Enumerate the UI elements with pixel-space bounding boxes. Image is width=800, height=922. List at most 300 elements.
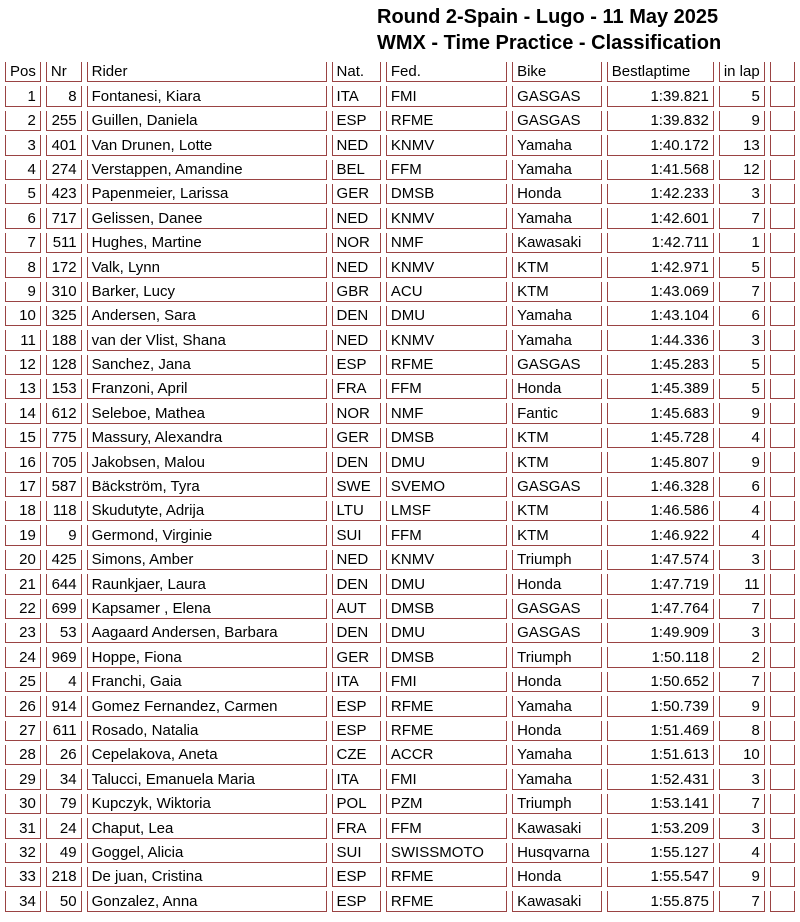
bestlaptime-cell: 1:42.971 bbox=[607, 257, 714, 277]
nr-cell: 53 bbox=[46, 623, 82, 643]
nr-cell: 699 bbox=[46, 599, 82, 619]
inlap-cell: 3 bbox=[719, 769, 765, 789]
pos-cell: 18 bbox=[5, 501, 41, 521]
pos-cell: 2 bbox=[5, 111, 41, 131]
nat-cell: LTU bbox=[332, 501, 381, 521]
table-row bbox=[5, 452, 795, 472]
rider-cell: Jakobsen, Malou bbox=[87, 452, 327, 472]
cutoff-cell bbox=[770, 452, 795, 472]
cutoff-cell bbox=[770, 86, 795, 106]
nat-cell: DEN bbox=[332, 574, 381, 594]
header-bike: Bike bbox=[512, 62, 602, 82]
bestlaptime-cell: 1:45.283 bbox=[607, 355, 714, 375]
pos-cell: 32 bbox=[5, 843, 41, 863]
rider-cell: Franchi, Gaia bbox=[87, 672, 327, 692]
inlap-cell: 7 bbox=[719, 794, 765, 814]
cutoff-cell bbox=[770, 306, 795, 326]
bestlaptime-cell: 1:44.336 bbox=[607, 330, 714, 350]
table-row bbox=[5, 330, 795, 350]
table-row bbox=[5, 355, 795, 375]
pos-cell: 22 bbox=[5, 599, 41, 619]
rider-cell: Simons, Amber bbox=[87, 550, 327, 570]
table-row bbox=[5, 647, 795, 667]
pos-cell: 30 bbox=[5, 794, 41, 814]
nr-cell: 153 bbox=[46, 379, 82, 399]
bike-cell: Yamaha bbox=[512, 330, 602, 350]
fed-cell: FMI bbox=[386, 769, 507, 789]
nat-cell: ESP bbox=[332, 721, 381, 741]
cutoff-cell bbox=[770, 208, 795, 228]
bestlaptime-cell: 1:53.141 bbox=[607, 794, 714, 814]
inlap-cell: 9 bbox=[719, 111, 765, 131]
table-row bbox=[5, 208, 795, 228]
nat-cell: BEL bbox=[332, 160, 381, 180]
nr-cell: 4 bbox=[46, 672, 82, 692]
title-line-2: WMX - Time Practice - Classification bbox=[377, 32, 722, 54]
fed-cell: KNMV bbox=[386, 135, 507, 155]
inlap-cell: 3 bbox=[719, 818, 765, 838]
pos-cell: 27 bbox=[5, 721, 41, 741]
bestlaptime-cell: 1:50.739 bbox=[607, 696, 714, 716]
nr-cell: 49 bbox=[46, 843, 82, 863]
fed-cell: ACU bbox=[386, 282, 507, 302]
fed-cell: ACCR bbox=[386, 745, 507, 765]
bike-cell: Yamaha bbox=[512, 306, 602, 326]
fed-cell: RFME bbox=[386, 355, 507, 375]
pos-cell: 28 bbox=[5, 745, 41, 765]
cutoff-cell bbox=[770, 403, 795, 423]
table-row bbox=[5, 306, 795, 326]
results-body bbox=[5, 86, 795, 911]
rider-cell: Chaput, Lea bbox=[87, 818, 327, 838]
nr-cell: 717 bbox=[46, 208, 82, 228]
nr-cell: 26 bbox=[46, 745, 82, 765]
cutoff-cell bbox=[770, 184, 795, 204]
bestlaptime-cell: 1:55.547 bbox=[607, 867, 714, 887]
header-fed: Fed. bbox=[386, 62, 507, 82]
bestlaptime-cell: 1:46.328 bbox=[607, 477, 714, 497]
pos-cell: 3 bbox=[5, 135, 41, 155]
inlap-cell: 6 bbox=[719, 306, 765, 326]
bike-cell: KTM bbox=[512, 452, 602, 472]
table-row bbox=[5, 160, 795, 180]
nat-cell: SUI bbox=[332, 843, 381, 863]
nr-cell: 644 bbox=[46, 574, 82, 594]
pos-cell: 34 bbox=[5, 891, 41, 911]
nr-cell: 423 bbox=[46, 184, 82, 204]
rider-cell: Guillen, Daniela bbox=[87, 111, 327, 131]
nat-cell: DEN bbox=[332, 623, 381, 643]
nat-cell: NED bbox=[332, 135, 381, 155]
rider-cell: Seleboe, Mathea bbox=[87, 403, 327, 423]
fed-cell: DMSB bbox=[386, 428, 507, 448]
cutoff-cell bbox=[770, 721, 795, 741]
bike-cell: Triumph bbox=[512, 647, 602, 667]
cutoff-cell bbox=[770, 379, 795, 399]
nr-cell: 612 bbox=[46, 403, 82, 423]
nat-cell: GBR bbox=[332, 282, 381, 302]
cutoff-cell bbox=[770, 477, 795, 497]
nat-cell: POL bbox=[332, 794, 381, 814]
bestlaptime-cell: 1:45.389 bbox=[607, 379, 714, 399]
nr-cell: 705 bbox=[46, 452, 82, 472]
inlap-cell: 9 bbox=[719, 867, 765, 887]
table-row bbox=[5, 257, 795, 277]
pos-cell: 17 bbox=[5, 477, 41, 497]
inlap-cell: 7 bbox=[719, 672, 765, 692]
bike-cell: GASGAS bbox=[512, 623, 602, 643]
inlap-cell: 7 bbox=[719, 891, 765, 911]
fed-cell: FFM bbox=[386, 160, 507, 180]
table-row bbox=[5, 794, 795, 814]
inlap-cell: 3 bbox=[719, 330, 765, 350]
rider-cell: Verstappen, Amandine bbox=[87, 160, 327, 180]
pos-cell: 15 bbox=[5, 428, 41, 448]
rider-cell: Kupczyk, Wiktoria bbox=[87, 794, 327, 814]
rider-cell: Van Drunen, Lotte bbox=[87, 135, 327, 155]
bestlaptime-cell: 1:53.209 bbox=[607, 818, 714, 838]
nat-cell: NOR bbox=[332, 403, 381, 423]
rider-cell: Valk, Lynn bbox=[87, 257, 327, 277]
table-row bbox=[5, 501, 795, 521]
classification-table bbox=[0, 58, 800, 916]
nat-cell: ESP bbox=[332, 867, 381, 887]
rider-cell: Franzoni, April bbox=[87, 379, 327, 399]
table-row bbox=[5, 111, 795, 131]
fed-cell: RFME bbox=[386, 867, 507, 887]
fed-cell: DMSB bbox=[386, 599, 507, 619]
inlap-cell: 3 bbox=[719, 184, 765, 204]
bike-cell: GASGAS bbox=[512, 86, 602, 106]
rider-cell: De juan, Cristina bbox=[87, 867, 327, 887]
fed-cell: NMF bbox=[386, 403, 507, 423]
fed-cell: FFM bbox=[386, 379, 507, 399]
table-row bbox=[5, 525, 795, 545]
table-row bbox=[5, 574, 795, 594]
rider-cell: Gelissen, Danee bbox=[87, 208, 327, 228]
nr-cell: 118 bbox=[46, 501, 82, 521]
cutoff-cell bbox=[770, 891, 795, 911]
nr-cell: 611 bbox=[46, 721, 82, 741]
fed-cell: FFM bbox=[386, 818, 507, 838]
nr-cell: 34 bbox=[46, 769, 82, 789]
table-row bbox=[5, 86, 795, 106]
pos-cell: 31 bbox=[5, 818, 41, 838]
pos-cell: 8 bbox=[5, 257, 41, 277]
fed-cell: SVEMO bbox=[386, 477, 507, 497]
rider-cell: Gonzalez, Anna bbox=[87, 891, 327, 911]
table-row bbox=[5, 282, 795, 302]
bike-cell: Kawasaki bbox=[512, 818, 602, 838]
cutoff-cell bbox=[770, 282, 795, 302]
rider-cell: Goggel, Alicia bbox=[87, 843, 327, 863]
nr-cell: 969 bbox=[46, 647, 82, 667]
rider-cell: Kapsamer , Elena bbox=[87, 599, 327, 619]
fed-cell: KNMV bbox=[386, 257, 507, 277]
fed-cell: KNMV bbox=[386, 208, 507, 228]
rider-cell: Barker, Lucy bbox=[87, 282, 327, 302]
fed-cell: PZM bbox=[386, 794, 507, 814]
inlap-cell: 5 bbox=[719, 86, 765, 106]
inlap-cell: 4 bbox=[719, 501, 765, 521]
bike-cell: KTM bbox=[512, 428, 602, 448]
bestlaptime-cell: 1:42.601 bbox=[607, 208, 714, 228]
inlap-cell: 7 bbox=[719, 282, 765, 302]
fed-cell: NMF bbox=[386, 233, 507, 253]
inlap-cell: 8 bbox=[719, 721, 765, 741]
bestlaptime-cell: 1:40.172 bbox=[607, 135, 714, 155]
nr-cell: 9 bbox=[46, 525, 82, 545]
bestlaptime-cell: 1:39.832 bbox=[607, 111, 714, 131]
bestlaptime-cell: 1:43.104 bbox=[607, 306, 714, 326]
nr-cell: 79 bbox=[46, 794, 82, 814]
bestlaptime-cell: 1:52.431 bbox=[607, 769, 714, 789]
fed-cell: LMSF bbox=[386, 501, 507, 521]
rider-cell: Cepelakova, Aneta bbox=[87, 745, 327, 765]
inlap-cell: 10 bbox=[719, 745, 765, 765]
bestlaptime-cell: 1:50.652 bbox=[607, 672, 714, 692]
fed-cell: KNMV bbox=[386, 330, 507, 350]
bike-cell: Honda bbox=[512, 184, 602, 204]
table-header bbox=[5, 62, 795, 82]
bike-cell: GASGAS bbox=[512, 111, 602, 131]
fed-cell: RFME bbox=[386, 111, 507, 131]
fed-cell: DMU bbox=[386, 574, 507, 594]
rider-cell: Aagaard Andersen, Barbara bbox=[87, 623, 327, 643]
inlap-cell: 4 bbox=[719, 843, 765, 863]
rider-cell: Bäckström, Tyra bbox=[87, 477, 327, 497]
cutoff-cell bbox=[770, 867, 795, 887]
cutoff-cell bbox=[770, 501, 795, 521]
bike-cell: Honda bbox=[512, 721, 602, 741]
bestlaptime-cell: 1:50.118 bbox=[607, 647, 714, 667]
fed-cell: FMI bbox=[386, 86, 507, 106]
nr-cell: 325 bbox=[46, 306, 82, 326]
bike-cell: Honda bbox=[512, 379, 602, 399]
nr-cell: 172 bbox=[46, 257, 82, 277]
bestlaptime-cell: 1:45.728 bbox=[607, 428, 714, 448]
nat-cell: ESP bbox=[332, 111, 381, 131]
nat-cell: CZE bbox=[332, 745, 381, 765]
table-row bbox=[5, 843, 795, 863]
bestlaptime-cell: 1:51.613 bbox=[607, 745, 714, 765]
inlap-cell: 9 bbox=[719, 452, 765, 472]
rider-cell: Hoppe, Fiona bbox=[87, 647, 327, 667]
nat-cell: NED bbox=[332, 330, 381, 350]
table-row bbox=[5, 623, 795, 643]
nat-cell: ITA bbox=[332, 672, 381, 692]
nr-cell: 50 bbox=[46, 891, 82, 911]
nat-cell: GER bbox=[332, 184, 381, 204]
inlap-cell: 12 bbox=[719, 160, 765, 180]
cutoff-cell bbox=[770, 745, 795, 765]
header-nr: Nr bbox=[46, 62, 82, 82]
bike-cell: Yamaha bbox=[512, 208, 602, 228]
table-row bbox=[5, 135, 795, 155]
nat-cell: ITA bbox=[332, 86, 381, 106]
cutoff-cell bbox=[770, 696, 795, 716]
bike-cell: Yamaha bbox=[512, 696, 602, 716]
rider-cell: Sanchez, Jana bbox=[87, 355, 327, 375]
nat-cell: NED bbox=[332, 550, 381, 570]
nat-cell: GER bbox=[332, 428, 381, 448]
rider-cell: Massury, Alexandra bbox=[87, 428, 327, 448]
pos-cell: 26 bbox=[5, 696, 41, 716]
rider-cell: Hughes, Martine bbox=[87, 233, 327, 253]
bike-cell: Yamaha bbox=[512, 745, 602, 765]
table-row bbox=[5, 379, 795, 399]
fed-cell: RFME bbox=[386, 721, 507, 741]
inlap-cell: 6 bbox=[719, 477, 765, 497]
pos-cell: 4 bbox=[5, 160, 41, 180]
table-row bbox=[5, 477, 795, 497]
bestlaptime-cell: 1:51.469 bbox=[607, 721, 714, 741]
table-row bbox=[5, 769, 795, 789]
nr-cell: 425 bbox=[46, 550, 82, 570]
rider-cell: van der Vlist, Shana bbox=[87, 330, 327, 350]
table-row bbox=[5, 599, 795, 619]
nr-cell: 310 bbox=[46, 282, 82, 302]
bestlaptime-cell: 1:45.683 bbox=[607, 403, 714, 423]
fed-cell: DMSB bbox=[386, 184, 507, 204]
cutoff-cell bbox=[770, 257, 795, 277]
nat-cell: ESP bbox=[332, 355, 381, 375]
bestlaptime-cell: 1:46.922 bbox=[607, 525, 714, 545]
cutoff-cell bbox=[770, 135, 795, 155]
bike-cell: GASGAS bbox=[512, 599, 602, 619]
bestlaptime-cell: 1:43.069 bbox=[607, 282, 714, 302]
bike-cell: Honda bbox=[512, 574, 602, 594]
pos-cell: 7 bbox=[5, 233, 41, 253]
pos-cell: 10 bbox=[5, 306, 41, 326]
pos-cell: 5 bbox=[5, 184, 41, 204]
cutoff-cell bbox=[770, 160, 795, 180]
cutoff-cell bbox=[770, 550, 795, 570]
cutoff-cell bbox=[770, 233, 795, 253]
nat-cell: AUT bbox=[332, 599, 381, 619]
header-nat: Nat. bbox=[332, 62, 381, 82]
cutoff-cell bbox=[770, 428, 795, 448]
cutoff-cell bbox=[770, 843, 795, 863]
nat-cell: NOR bbox=[332, 233, 381, 253]
inlap-cell: 9 bbox=[719, 403, 765, 423]
bike-cell: Triumph bbox=[512, 550, 602, 570]
rider-cell: Andersen, Sara bbox=[87, 306, 327, 326]
cutoff-cell bbox=[770, 330, 795, 350]
pos-cell: 24 bbox=[5, 647, 41, 667]
rider-cell: Skudutyte, Adrija bbox=[87, 501, 327, 521]
bestlaptime-cell: 1:49.909 bbox=[607, 623, 714, 643]
bike-cell: Kawasaki bbox=[512, 891, 602, 911]
header-pos: Pos bbox=[5, 62, 41, 82]
nat-cell: NED bbox=[332, 208, 381, 228]
table-row bbox=[5, 233, 795, 253]
bestlaptime-cell: 1:55.875 bbox=[607, 891, 714, 911]
pos-cell: 19 bbox=[5, 525, 41, 545]
table-row bbox=[5, 696, 795, 716]
nr-cell: 255 bbox=[46, 111, 82, 131]
pos-cell: 33 bbox=[5, 867, 41, 887]
nr-cell: 587 bbox=[46, 477, 82, 497]
nat-cell: SUI bbox=[332, 525, 381, 545]
cutoff-cell bbox=[770, 574, 795, 594]
nr-cell: 274 bbox=[46, 160, 82, 180]
bestlaptime-cell: 1:46.586 bbox=[607, 501, 714, 521]
pos-cell: 12 bbox=[5, 355, 41, 375]
bike-cell: Honda bbox=[512, 672, 602, 692]
bike-cell: Yamaha bbox=[512, 769, 602, 789]
nat-cell: DEN bbox=[332, 306, 381, 326]
bike-cell: KTM bbox=[512, 282, 602, 302]
inlap-cell: 5 bbox=[719, 257, 765, 277]
bestlaptime-cell: 1:39.821 bbox=[607, 86, 714, 106]
fed-cell: SWISSMOTO bbox=[386, 843, 507, 863]
nr-cell: 8 bbox=[46, 86, 82, 106]
bike-cell: Triumph bbox=[512, 794, 602, 814]
title-line-1: Round 2-Spain - Lugo - 11 May 2025 bbox=[377, 6, 719, 28]
bestlaptime-cell: 1:47.574 bbox=[607, 550, 714, 570]
inlap-cell: 9 bbox=[719, 696, 765, 716]
fed-cell: RFME bbox=[386, 696, 507, 716]
rider-cell: Raunkjaer, Laura bbox=[87, 574, 327, 594]
bike-cell: GASGAS bbox=[512, 355, 602, 375]
nr-cell: 188 bbox=[46, 330, 82, 350]
cutoff-cell bbox=[770, 672, 795, 692]
inlap-cell: 5 bbox=[719, 355, 765, 375]
inlap-cell: 3 bbox=[719, 550, 765, 570]
bike-cell: KTM bbox=[512, 501, 602, 521]
inlap-cell: 1 bbox=[719, 233, 765, 253]
bestlaptime-cell: 1:42.711 bbox=[607, 233, 714, 253]
nat-cell: FRA bbox=[332, 818, 381, 838]
bestlaptime-cell: 1:47.719 bbox=[607, 574, 714, 594]
fed-cell: FFM bbox=[386, 525, 507, 545]
nat-cell: ESP bbox=[332, 891, 381, 911]
nr-cell: 128 bbox=[46, 355, 82, 375]
pos-cell: 1 bbox=[5, 86, 41, 106]
pos-cell: 13 bbox=[5, 379, 41, 399]
header-cutoff bbox=[770, 62, 795, 82]
fed-cell: KNMV bbox=[386, 550, 507, 570]
pos-cell: 21 bbox=[5, 574, 41, 594]
inlap-cell: 4 bbox=[719, 525, 765, 545]
bestlaptime-cell: 1:47.764 bbox=[607, 599, 714, 619]
rider-cell: Gomez Fernandez, Carmen bbox=[87, 696, 327, 716]
cutoff-cell bbox=[770, 355, 795, 375]
table-row bbox=[5, 891, 795, 911]
cutoff-cell bbox=[770, 818, 795, 838]
cutoff-cell bbox=[770, 111, 795, 131]
bike-cell: Honda bbox=[512, 867, 602, 887]
rider-cell: Rosado, Natalia bbox=[87, 721, 327, 741]
bike-cell: KTM bbox=[512, 525, 602, 545]
cutoff-cell bbox=[770, 525, 795, 545]
fed-cell: DMSB bbox=[386, 647, 507, 667]
cutoff-cell bbox=[770, 623, 795, 643]
pos-cell: 29 bbox=[5, 769, 41, 789]
table-row bbox=[5, 550, 795, 570]
pos-cell: 14 bbox=[5, 403, 41, 423]
table-row bbox=[5, 672, 795, 692]
inlap-cell: 7 bbox=[719, 599, 765, 619]
pos-cell: 6 bbox=[5, 208, 41, 228]
inlap-cell: 3 bbox=[719, 623, 765, 643]
nr-cell: 24 bbox=[46, 818, 82, 838]
table-row bbox=[5, 867, 795, 887]
pos-cell: 16 bbox=[5, 452, 41, 472]
fed-cell: DMU bbox=[386, 623, 507, 643]
nat-cell: ESP bbox=[332, 696, 381, 716]
